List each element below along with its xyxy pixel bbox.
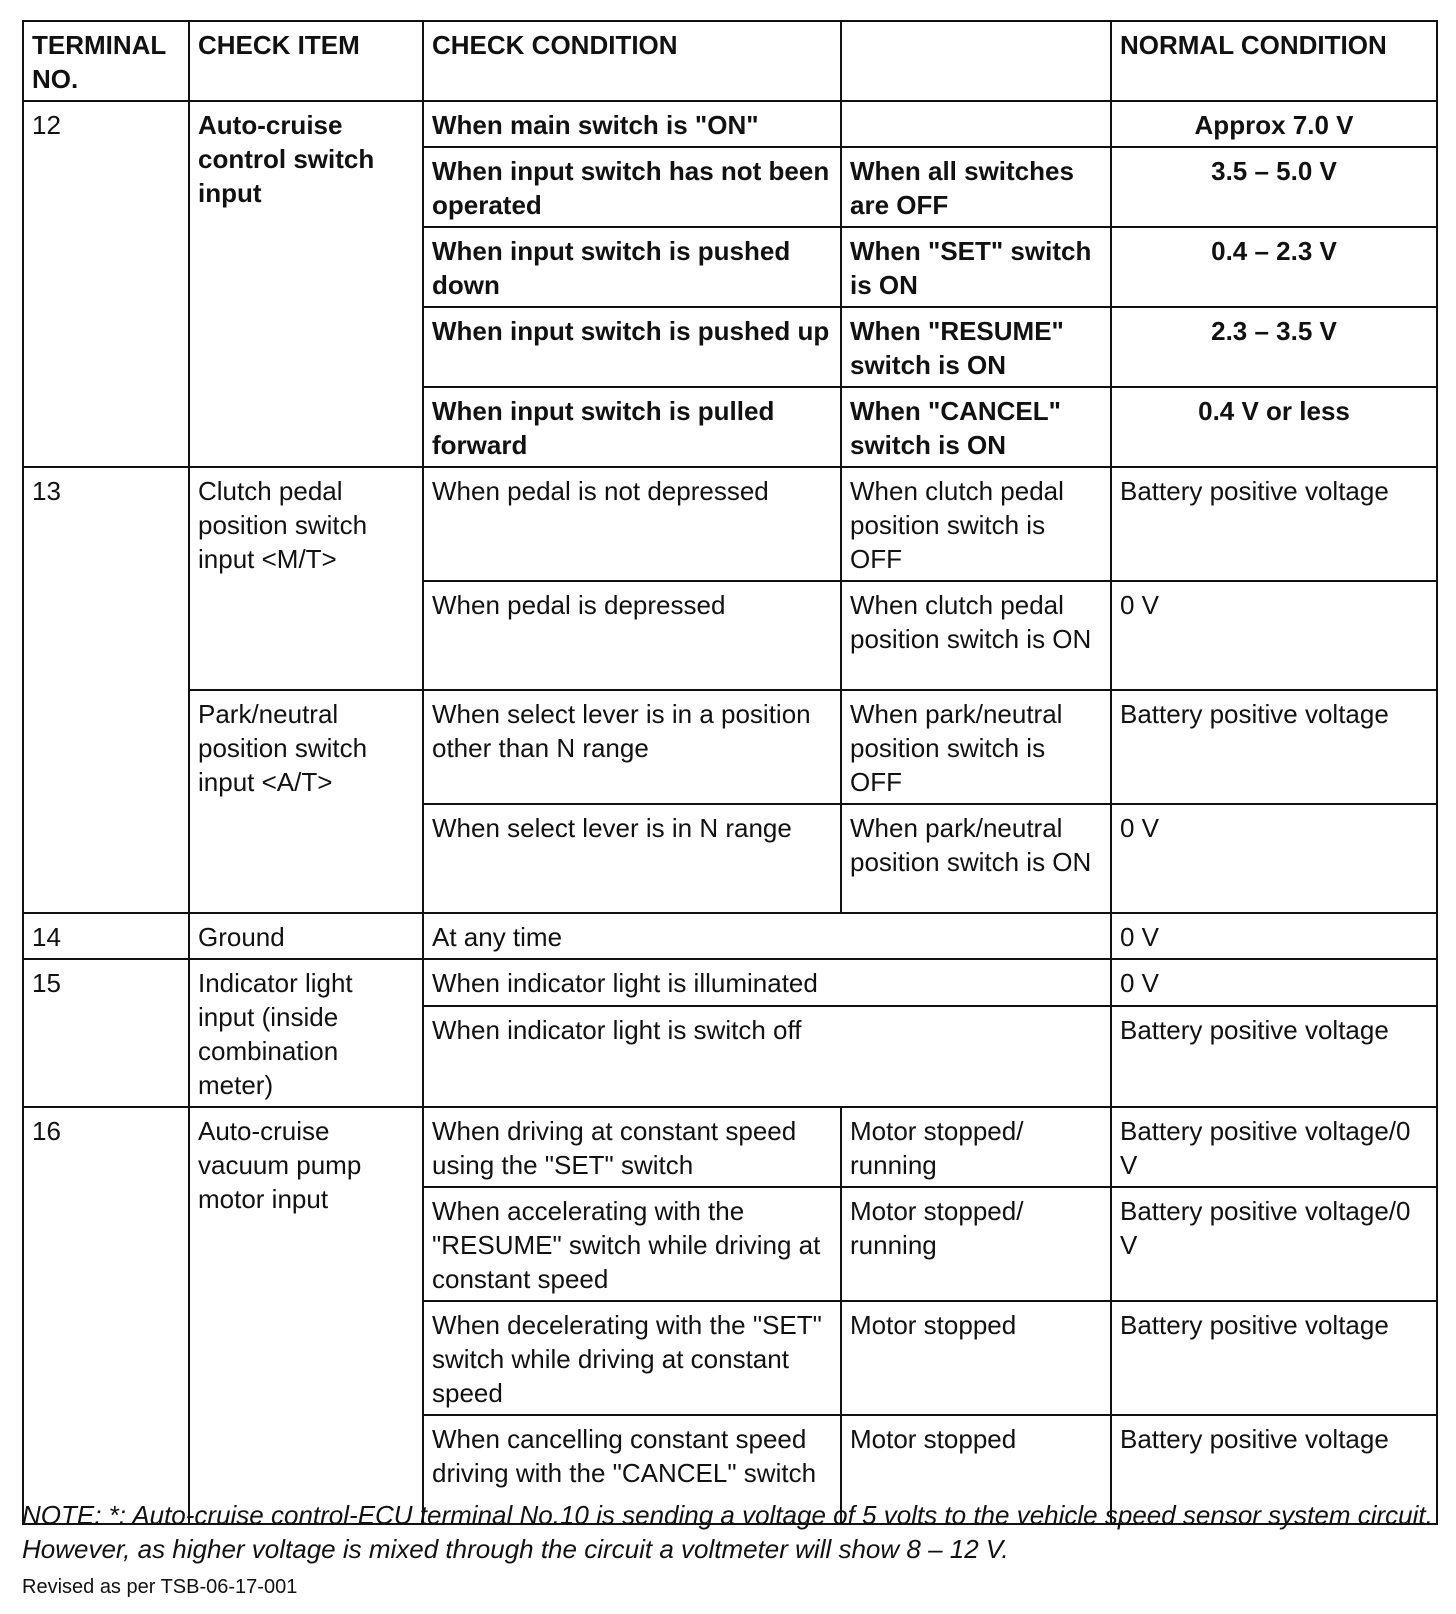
revision-note: Revised as per TSB-06-17-001: [22, 1576, 298, 1598]
terminal-13: 13: [23, 467, 189, 913]
normal-condition-cell: 3.5 – 5.0 V: [1111, 147, 1437, 227]
condition-cell: When decelerating with the "SET" switch while driving at constant speed: [423, 1301, 841, 1415]
sub-condition-cell: When "CANCEL" switch is ON: [841, 387, 1111, 467]
sub-condition-cell: When "RESUME" switch is ON: [841, 307, 1111, 387]
sub-condition-cell: When park/neutral position switch is OFF: [841, 690, 1111, 804]
check-item-indicator-light-input: Indicator light input (inside combination meter): [189, 959, 423, 1107]
check-item-auto-cruise-switch-input: Auto-cruise control switch input: [189, 101, 423, 467]
normal-condition-cell: Battery positive voltage: [1111, 1006, 1437, 1107]
condition-cell: When driving at constant speed using the "SET" switch: [423, 1107, 841, 1187]
sub-condition-cell: Motor stopped/ running: [841, 1107, 1111, 1187]
condition-cell: When pedal is depressed: [423, 581, 841, 690]
table-row: [23, 913, 1437, 959]
check-item-vacuum-pump-motor-input: Auto-cruise vacuum pump motor input: [189, 1107, 423, 1524]
normal-condition-cell: 0.4 – 2.3 V: [1111, 227, 1437, 307]
normal-condition-cell: Battery positive voltage: [1111, 1415, 1437, 1524]
terminal-16: 16: [23, 1107, 189, 1524]
table-row: [23, 467, 1437, 581]
normal-condition-cell: Battery positive voltage: [1111, 690, 1437, 804]
normal-condition-cell: 0 V: [1111, 804, 1437, 913]
normal-condition-cell: Battery positive voltage/0 V: [1111, 1187, 1437, 1301]
sub-condition-cell: Motor stopped: [841, 1415, 1111, 1524]
header-check-condition: CHECK CONDITION: [423, 21, 841, 101]
sub-condition-cell: When "SET" switch is ON: [841, 227, 1111, 307]
header-blank: [841, 21, 1111, 101]
sub-condition-cell: When all switches are OFF: [841, 147, 1111, 227]
condition-cell: When main switch is "ON": [423, 101, 841, 147]
table-row: [23, 690, 1437, 804]
sub-condition-cell: When clutch pedal position switch is OFF: [841, 467, 1111, 581]
condition-cell: When select lever is in N range: [423, 804, 841, 913]
check-item-clutch-pedal-switch-input: Clutch pedal position switch input <M/T>: [189, 467, 423, 690]
check-table: [22, 20, 1438, 1525]
normal-condition-cell: 0.4 V or less: [1111, 387, 1437, 467]
condition-cell: At any time: [423, 913, 1111, 959]
normal-condition-cell: Battery positive voltage/0 V: [1111, 1107, 1437, 1187]
sub-condition-cell: When clutch pedal position switch is ON: [841, 581, 1111, 690]
condition-cell: When input switch is pulled forward: [423, 387, 841, 467]
sub-condition-cell: Motor stopped/ running: [841, 1187, 1111, 1301]
check-item-park-neutral-switch-input: Park/neutral position switch input <A/T>: [189, 690, 423, 913]
sub-condition-cell: [841, 101, 1111, 147]
header-normal-condition: NORMAL CONDITION: [1111, 21, 1437, 101]
sub-condition-cell: Motor stopped: [841, 1301, 1111, 1415]
table-row: [23, 959, 1437, 1006]
terminal-12: 12: [23, 101, 189, 467]
normal-condition-cell: Battery positive voltage: [1111, 1301, 1437, 1415]
condition-cell: When pedal is not depressed: [423, 467, 841, 581]
terminal-14: 14: [23, 913, 189, 959]
header-row: [23, 21, 1437, 101]
table-row: [23, 1107, 1437, 1187]
header-check-item: CHECK ITEM: [189, 21, 423, 101]
condition-cell: When cancelling constant speed driving with the "CANCEL" switch: [423, 1415, 841, 1524]
terminal-15: 15: [23, 959, 189, 1107]
normal-condition-cell: 0 V: [1111, 581, 1437, 690]
condition-cell: When indicator light is switch off: [423, 1006, 1111, 1107]
condition-cell: When input switch is pushed down: [423, 227, 841, 307]
normal-condition-cell: Approx 7.0 V: [1111, 101, 1437, 147]
condition-cell: When input switch is pushed up: [423, 307, 841, 387]
sub-condition-cell: When park/neutral position switch is ON: [841, 804, 1111, 913]
normal-condition-cell: Battery positive voltage: [1111, 467, 1437, 581]
condition-cell: When select lever is in a position other than N range: [423, 690, 841, 804]
normal-condition-cell: 0 V: [1111, 959, 1437, 1006]
header-terminal-no: TERMINAL NO.: [23, 21, 189, 101]
normal-condition-cell: 0 V: [1111, 913, 1437, 959]
footnote: NOTE: *: Auto-cruise control-ECU terminal No.10 is sending a voltage of 5 volts to the vehicle speed sensor system circuit. However, as higher voltage is mixed through the circuit a voltmeter will show 8 – 12 V.: [22, 1500, 1433, 1564]
normal-condition-cell: 2.3 – 3.5 V: [1111, 307, 1437, 387]
table-row: [23, 101, 1437, 147]
check-item-ground: Ground: [189, 913, 423, 959]
condition-cell: When input switch has not been operated: [423, 147, 841, 227]
condition-cell: When accelerating with the "RESUME" switch while driving at constant speed: [423, 1187, 841, 1301]
condition-cell: When indicator light is illuminated: [423, 959, 1111, 1006]
